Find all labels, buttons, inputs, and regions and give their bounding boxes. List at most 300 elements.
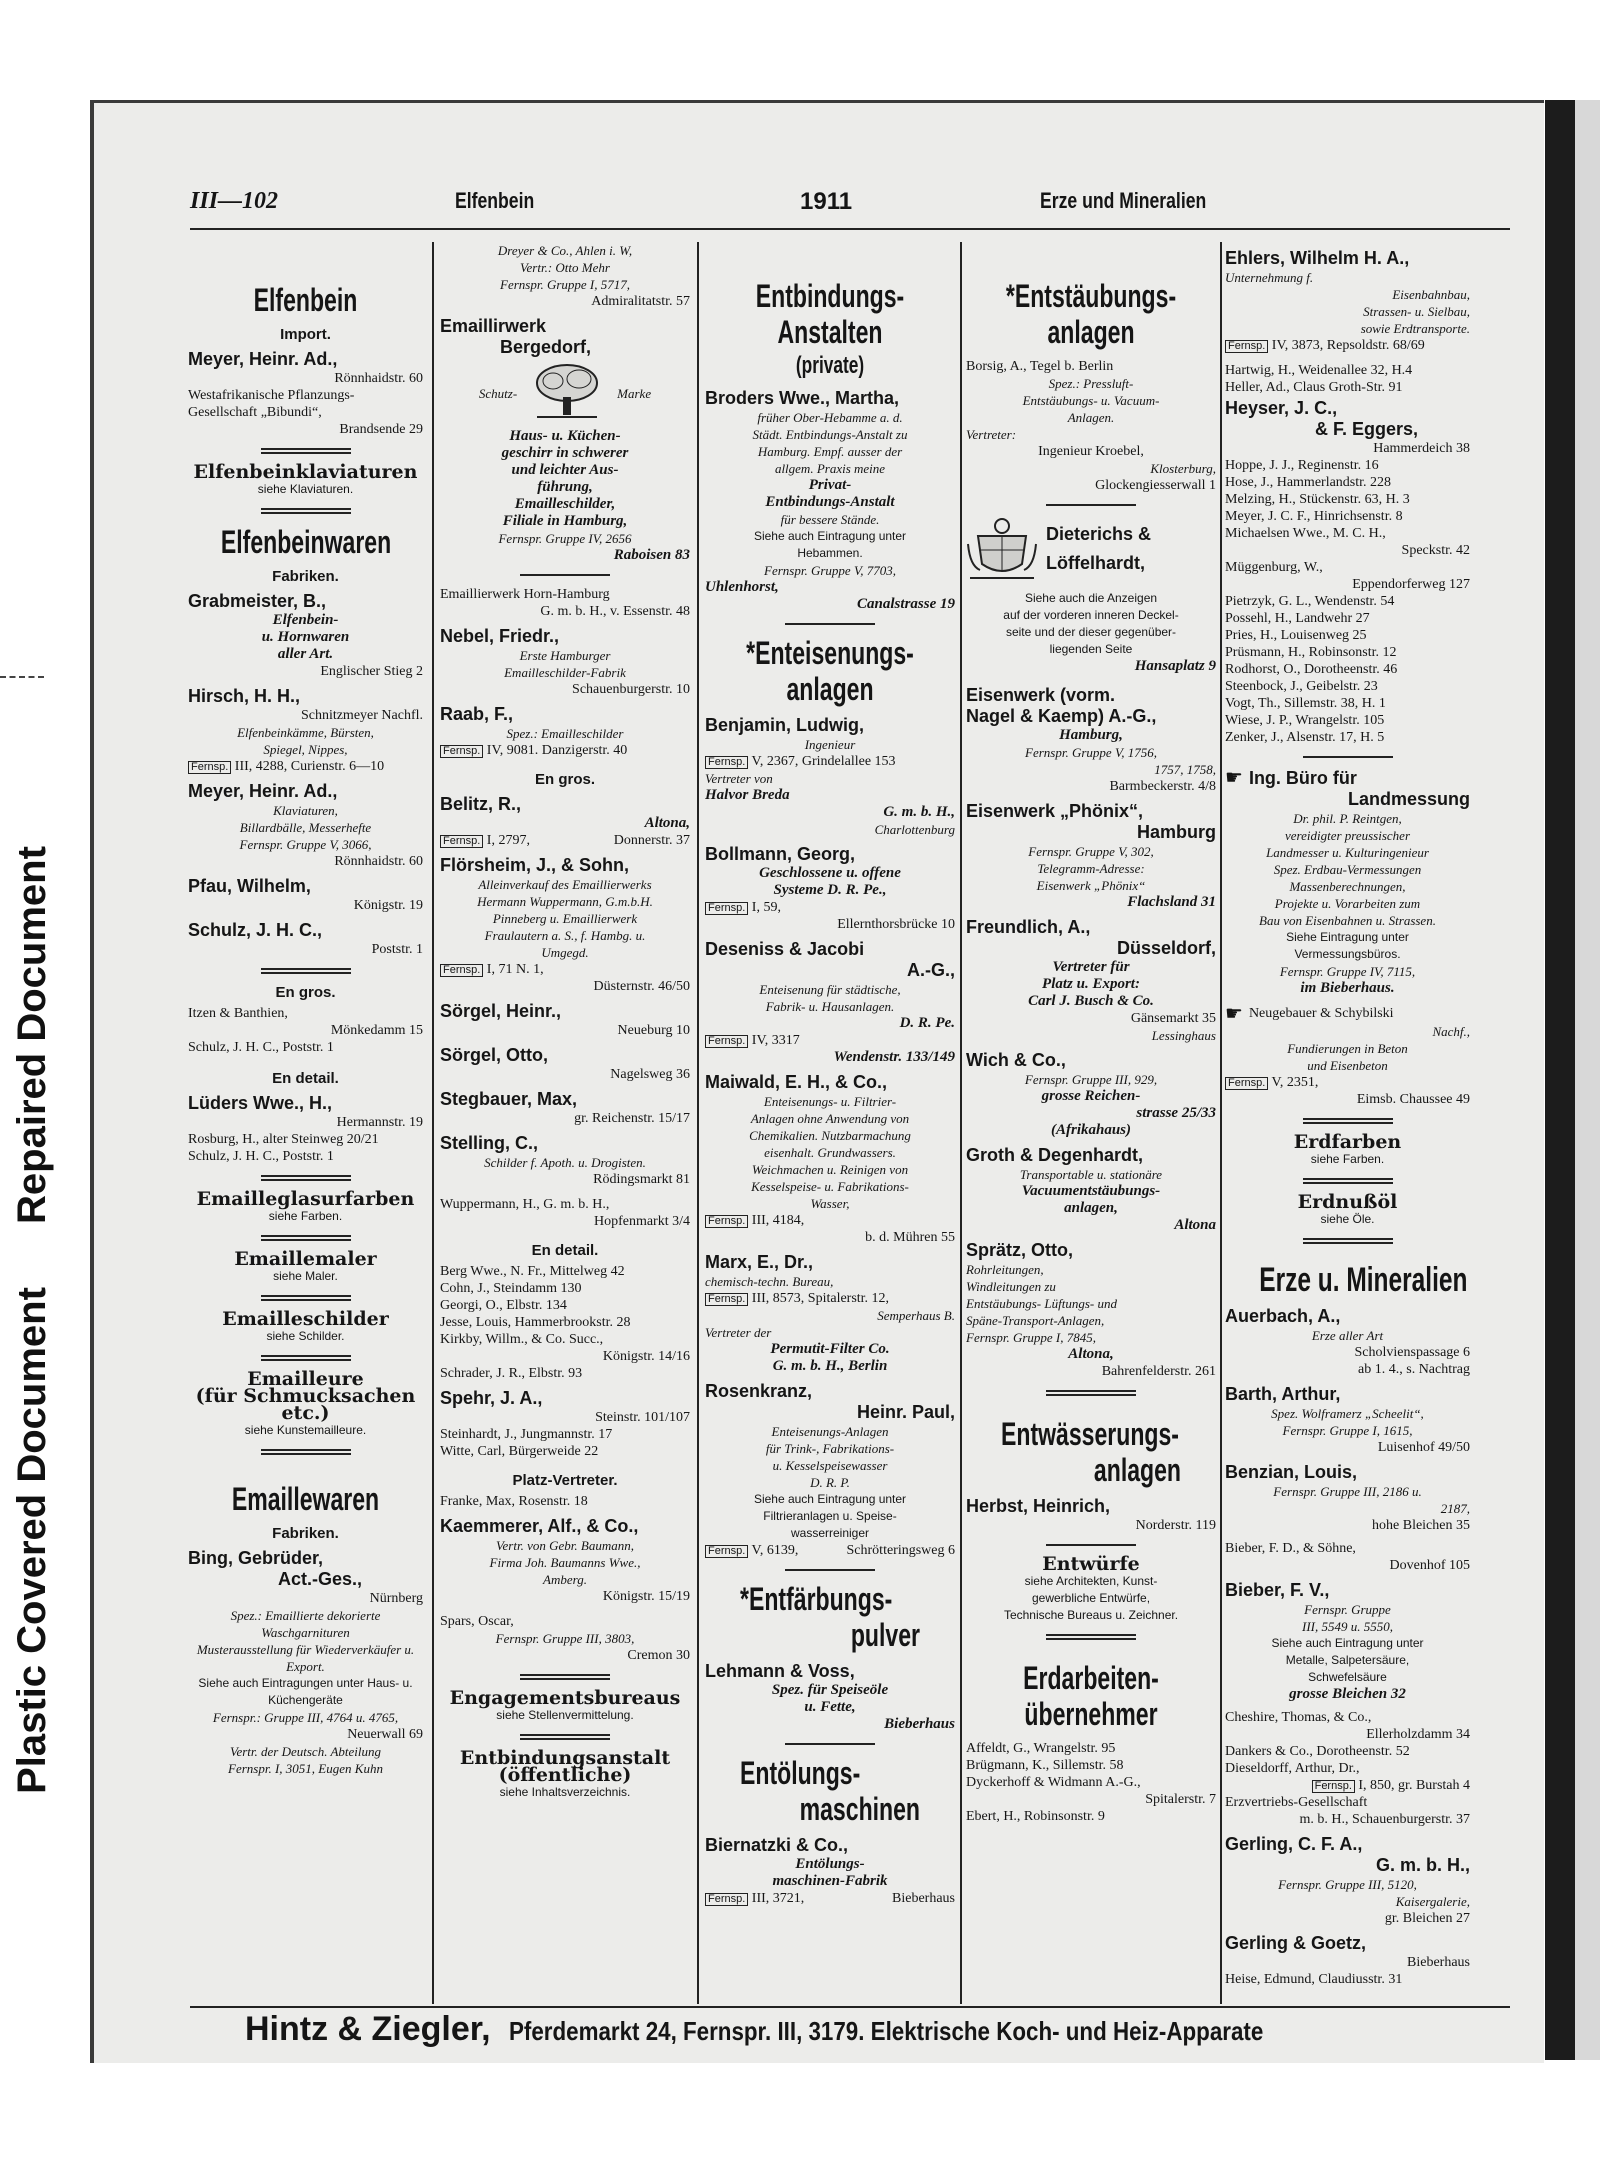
- entry-name: Gerling, C. F. A.,: [1225, 1834, 1363, 1854]
- left-running-title: Elfenbein: [455, 188, 535, 213]
- entry-name: Emaillirwerk: [440, 316, 547, 336]
- entry-address: Admiralitatstr. 57: [591, 294, 690, 309]
- entry-address: Glockengiesserwall 1: [1095, 478, 1216, 493]
- entry-name: Lehmann & Voss,: [705, 1661, 855, 1681]
- entry-line: u. Kesselspeisewasser: [772, 1458, 888, 1473]
- entry-line: Heise, Edmund, Claudiusstr. 31: [1225, 1972, 1403, 1987]
- entry-line: Städt. Entbindungs-Anstalt zu: [752, 427, 908, 442]
- pointing-hand-icon: ☛: [1225, 1003, 1243, 1025]
- entry-line: Siehe auch Eintragung unter: [753, 529, 907, 543]
- entry-line: Nachf.,: [1432, 1024, 1470, 1039]
- entry-line: früher Ober-Hebamme a. d.: [757, 410, 903, 425]
- entry-line: Wasser,: [810, 1196, 850, 1211]
- entry-line: Schnitzmeyer Nachfl.: [300, 708, 423, 723]
- cross-ref-see: siehe Architekten, Kunst-: [1024, 1574, 1158, 1588]
- entry-line: G. m. b. H.,: [883, 804, 955, 820]
- entry-name: Eisenwerk „Phönix“,: [966, 801, 1144, 821]
- entry-address: Nagelsweg 36: [610, 1067, 690, 1082]
- entry-line: Possehl, H., Landwehr 27: [1225, 611, 1370, 626]
- entry-phone: V, 2367, Grindelallee 153: [751, 754, 896, 769]
- cross-ref-see: siehe Farben.: [1310, 1152, 1385, 1166]
- entry-phone: IV, 3873, Repsoldstr. 68/69: [1271, 338, 1425, 353]
- entry-line: Haus- u. Küchen-: [509, 428, 621, 444]
- entry-line: Dyckerhoff & Widmann A.-G.,: [966, 1775, 1141, 1790]
- telephone-icon: Fernsp.: [705, 756, 748, 769]
- tree-logo-icon: [527, 361, 607, 425]
- entry-line: Charlottenburg: [874, 822, 955, 837]
- cross-ref-heading: Erdnußöl: [1297, 1191, 1398, 1213]
- entry-line: Wuppermann, H., G. m. b. H.,: [440, 1197, 610, 1212]
- entry-line: Vogt, Th., Sillemstr. 38, H. 1: [1225, 696, 1386, 711]
- right-running-title: Erze und Mineralien: [1040, 188, 1207, 213]
- cross-ref-heading: Emailleglasurfarben: [196, 1188, 415, 1210]
- entry-name: Nebel, Friedr.,: [440, 626, 560, 646]
- entry-line: Schwefelsäure: [1308, 1670, 1387, 1684]
- entry-name: Barth, Arthur,: [1225, 1384, 1341, 1404]
- entry-line: Cohn, J., Steindamm 130: [440, 1281, 582, 1296]
- entry-name: Kaemmerer, Alf., & Co.,: [440, 1516, 639, 1536]
- telephone-icon: Fernsp.: [1225, 1077, 1268, 1090]
- advert-entry: [1225, 768, 1470, 810]
- entry-line: Emailleschilder,: [514, 496, 616, 512]
- divider: [261, 1295, 351, 1301]
- entry-line: Alleinverkauf des Emaillierwerks: [478, 877, 652, 892]
- entry-line: D. R. Pe.: [899, 1015, 955, 1031]
- entry-address: Rönnhaidstr. 60: [334, 371, 423, 386]
- telephone-icon: Fernsp.: [705, 1893, 748, 1906]
- entry-line: Hebammen.: [797, 546, 863, 560]
- entry-address: Ellerholzdamm 34: [1366, 1727, 1470, 1742]
- entry-line: Rohrleitungen,: [966, 1262, 1044, 1277]
- entry-line: Strassen- u. Sielbau,: [1363, 304, 1470, 319]
- entry-line: Fernspr. Gruppe I, 1615,: [1282, 1423, 1413, 1438]
- entry-address: ab 1. 4., s. Nachtrag: [1358, 1362, 1470, 1377]
- entry-line: Siehe Eintragung unter: [1286, 930, 1409, 944]
- entry-name: Maiwald, E. H., & Co.,: [705, 1072, 888, 1092]
- entry-line: Affeldt, G., Wrangelstr. 95: [966, 1741, 1116, 1756]
- running-header: [190, 188, 1250, 228]
- entry-line: liegenden Seite: [1049, 642, 1133, 656]
- entry-phone: I, 850, gr. Burstah 4: [1358, 1778, 1470, 1793]
- entry-name: Meyer, Heinr. Ad.,: [188, 781, 338, 801]
- entry-line: Amberg.: [543, 1572, 587, 1587]
- next-page-edge: [1575, 100, 1600, 2060]
- entry-address: Eppendorferweg 127: [1352, 577, 1470, 592]
- entry-line: Westafrikanische Pflanzungs-Gesellschaft „Bibundi“,: [188, 388, 355, 420]
- entry-line: Ingenieur: [804, 737, 856, 752]
- entry-line: Altona,: [1068, 1346, 1114, 1362]
- cross-ref-see: gewerbliche Entwürfe,: [1031, 1591, 1151, 1605]
- entry-line: (Afrikahaus): [1050, 1122, 1132, 1138]
- cross-ref-see: siehe Stellenvermittelung.: [496, 1708, 634, 1722]
- entry-address: Scholvienspassage 6: [1354, 1345, 1470, 1360]
- entry-line: Flachsland 31: [1127, 894, 1216, 910]
- entry-name: Biernatzki & Co.,: [705, 1835, 849, 1855]
- entry-line: Elfenbein-: [272, 612, 339, 628]
- cross-ref-heading: Elfenbeinklaviaturen: [193, 461, 418, 483]
- subheading: En detail.: [272, 1070, 339, 1087]
- entry-line: Melzing, H., Stückenstr. 63, H. 3: [1225, 492, 1410, 507]
- entry-line: Pietrzyk, G. L., Wendenstr. 54: [1225, 594, 1395, 609]
- cross-ref-see: siehe Schilder.: [266, 1329, 345, 1343]
- telephone-icon: Fernsp.: [1225, 340, 1268, 353]
- entry-address: Norderstr. 119: [1135, 1518, 1216, 1533]
- entry-line: seite und der dieser gegenüber-: [1005, 625, 1177, 639]
- telephone-icon: Fernsp.: [440, 745, 483, 758]
- divider: [1303, 1118, 1393, 1124]
- entry-line: Bieberhaus: [884, 1716, 955, 1732]
- footer-advert: [245, 2010, 1455, 2054]
- entry-address: Königstr. 14/16: [602, 1349, 690, 1364]
- entry-name: Ehlers, Wilhelm H. A.,: [1225, 248, 1410, 268]
- entry-line: Hartwig, H., Weidenallee 32, H.4: [1225, 363, 1413, 378]
- cross-ref-see: siehe Öle.: [1320, 1212, 1375, 1226]
- entry-line: Telegramm-Adresse:: [1037, 861, 1145, 876]
- subheading: En gros.: [534, 771, 595, 788]
- divider: [1046, 504, 1136, 506]
- entry-line: für Trink-, Fabrikations-: [765, 1441, 895, 1456]
- entry-name: Dieterichs &: [1046, 524, 1152, 544]
- entry-address: Donnerstr. 37: [613, 833, 690, 848]
- entry-line: im Bieberhaus.: [1300, 980, 1395, 996]
- entry-address: Cremon 30: [627, 1648, 690, 1663]
- entry-name: Düsseldorf,: [1116, 938, 1216, 958]
- entry-line: Fernspr. Gruppe III, 3803,: [495, 1631, 635, 1646]
- entry-line: Borsig, A., Tegel b. Berlin: [966, 359, 1114, 374]
- entry-name: Grabmeister, B.,: [188, 591, 327, 611]
- entry-address: Königstr. 15/19: [602, 1589, 690, 1604]
- section-heading: anlagen: [1047, 314, 1135, 350]
- entry-line: Vertr.: Otto Mehr: [520, 260, 610, 275]
- telephone-icon: Fernsp.: [705, 902, 748, 915]
- entry-name: Gerling & Goetz,: [1225, 1933, 1367, 1953]
- section-heading: Anstalten: [777, 314, 883, 350]
- entry-line: Lessinghaus: [1151, 1028, 1216, 1043]
- entry-name: Freundlich, A.,: [966, 917, 1091, 937]
- entry-address: gr. Bleichen 27: [1384, 1911, 1470, 1926]
- entry-phone: I, 71 N. 1,: [486, 962, 544, 977]
- cross-ref-heading: Emailleure: [247, 1368, 364, 1390]
- divider: [261, 968, 351, 974]
- entry-line: Schulz, J. H. C., Poststr. 1: [188, 1149, 334, 1164]
- entry-line: Erste Hamburger: [519, 648, 611, 663]
- entry-line: Wendenstr. 133/149: [833, 1049, 955, 1065]
- entry-name: Nagel & Kaemp) A.-G.,: [966, 706, 1157, 726]
- entry-name: Deseniss & Jacobi: [705, 939, 865, 959]
- entry-address: b. d. Mühren 55: [865, 1230, 955, 1245]
- divider: [1303, 756, 1393, 758]
- entry-line: Umgegd.: [541, 945, 589, 960]
- entry-address: m. b. H., Schauenburgerstr. 37: [1299, 1812, 1470, 1827]
- entry-line: Unternehmung f.: [1225, 270, 1314, 285]
- entry-line: Enteisenungs- u. Filtrier-: [763, 1094, 897, 1109]
- cross-ref-heading: Emailleschilder: [222, 1308, 389, 1330]
- entry-name: Sprätz, Otto,: [966, 1240, 1073, 1260]
- entry-line: für bessere Stände.: [780, 512, 880, 527]
- entry-line: Uhlenhorst,: [705, 579, 779, 595]
- divider: [261, 448, 351, 454]
- entry-line: wasserreiniger: [790, 1526, 870, 1540]
- subheading: En detail.: [531, 1242, 599, 1259]
- entry-line: Canalstrasse 19: [857, 596, 955, 612]
- entry-name: Bergedorf,: [500, 337, 592, 357]
- entry-name: Stegbauer, Max,: [440, 1089, 578, 1109]
- footer-rule: [190, 2006, 1510, 2008]
- section-heading: Emaillewaren: [231, 1481, 380, 1517]
- entry-line: auf der vorderen inneren Deckel-: [1003, 608, 1179, 622]
- entry-address: Luisenhof 49/50: [1377, 1440, 1470, 1455]
- trademark-label-right: Marke: [617, 385, 652, 401]
- entry-address: Düsternstr. 46/50: [593, 979, 690, 994]
- subheading: Platz-Vertreter.: [512, 1472, 618, 1489]
- entry-line: maschinen-Fabrik: [772, 1873, 888, 1889]
- entry-line: Steinhardt, J., Jungmannstr. 17: [440, 1427, 613, 1442]
- entry-line: Schrader, J. R., Elbstr. 93: [440, 1366, 583, 1381]
- telephone-icon: Fernsp.: [705, 1215, 748, 1228]
- entry-address: Schrötteringsweg 6: [846, 1543, 955, 1558]
- entry-address: Poststr. 1: [371, 942, 423, 957]
- divider: [261, 508, 351, 514]
- entry-line: Bieber, F. D., & Söhne,: [1225, 1541, 1356, 1556]
- entry-line: Entbindungs-Anstalt: [765, 494, 895, 510]
- entry-name: Schulz, J. H. C.,: [188, 920, 323, 940]
- entry-line: Berg Wwe., N. Fr., Mittelweg 42: [440, 1264, 625, 1279]
- entry-name: Spehr, J. A.,: [440, 1388, 543, 1408]
- entry-line: Vacuumentstäubungs-: [1021, 1183, 1161, 1199]
- entry-name: & F. Eggers,: [1315, 419, 1419, 439]
- entry-phone: IV, 3317: [751, 1033, 800, 1048]
- entry-name: Hirsch, H. H.,: [188, 686, 301, 706]
- section-heading: Entwässerungs-: [1001, 1416, 1179, 1452]
- entry-phone: III, 4288, Curienstr. 6—10: [234, 759, 385, 774]
- entry-line: Michaelsen Wwe., M. C. H.,: [1225, 526, 1386, 541]
- entry-line: eisenhalt. Grundwassers.: [764, 1145, 896, 1160]
- stamp-left: Plastic Covered Document: [10, 1287, 54, 1794]
- advert-entry: [1225, 1005, 1470, 1023]
- entry-phone: III, 3721,: [751, 1891, 805, 1906]
- section-heading: übernehmer: [1024, 1696, 1158, 1732]
- entry-line: u. Hornwaren: [261, 629, 350, 645]
- year: 1911: [800, 188, 853, 215]
- column-3: [705, 242, 955, 2002]
- divider: [520, 1734, 610, 1740]
- entry-line: Rodhorst, O., Dorotheenstr. 46: [1225, 662, 1398, 677]
- coat-of-arms-icon: [966, 516, 1038, 582]
- entry-name: Benjamin, Ludwig,: [705, 715, 865, 735]
- entry-address: gr. Reichenstr. 15/17: [574, 1111, 690, 1126]
- entry-line: Metalle, Salpetersäure,: [1285, 1653, 1410, 1667]
- section-heading: anlagen: [1093, 1452, 1181, 1488]
- section-heading: *Enteisenungs-: [746, 635, 914, 671]
- header-rule: [190, 228, 1510, 230]
- entry-line: Windleitungen zu: [966, 1279, 1056, 1294]
- entry-line: Fernspr. Gruppe III, 2186 u.: [1273, 1484, 1422, 1499]
- entry-line: u. Fette,: [804, 1699, 856, 1715]
- entry-line: Hamburg,: [1059, 727, 1123, 743]
- entry-line: Brügmann, K., Sillemstr. 58: [966, 1758, 1124, 1773]
- telephone-icon: Fernsp.: [440, 964, 483, 977]
- entry-line: III, 5549 u. 5550,: [1302, 1619, 1393, 1634]
- entry-line: Bau von Eisenbahnen u. Strassen.: [1259, 913, 1436, 928]
- telephone-icon: Fernsp.: [705, 1035, 748, 1048]
- entry-line: Spez.: Pressluft-: [1048, 376, 1134, 391]
- telephone-icon: Fernsp.: [705, 1545, 748, 1558]
- entry-name: Bieber, F. V.,: [1225, 1580, 1330, 1600]
- section-heading: anlagen: [786, 671, 874, 707]
- entry-line: Kesselspeise- u. Fabrikations-: [751, 1179, 909, 1194]
- divider: [261, 1449, 351, 1455]
- entry-phone: III, 4184,: [751, 1213, 805, 1228]
- entry-address: Eimsb. Chaussee 49: [1356, 1092, 1470, 1107]
- entry-line: Eisenbahnbau,: [1392, 287, 1470, 302]
- entry-line: Spez. Wolframerz „Scheelit“,: [1271, 1406, 1424, 1421]
- entry-line: Spez.: Emaillierte dekorierte Waschgarnituren: [230, 1608, 381, 1640]
- entry-line: Fernspr. Gruppe IV, 7115,: [1279, 964, 1416, 979]
- page-edge-shadow: [1545, 100, 1575, 2060]
- divider: [261, 1175, 351, 1181]
- entry-line: Erzvertriebs-Gesellschaft: [1225, 1795, 1368, 1810]
- entry-line: Spez. Erdbau-Vermessungen: [1273, 862, 1422, 877]
- entry-line: Anlagen ohne Anwendung von: [750, 1111, 910, 1126]
- entry-phone: V, 6139,: [751, 1543, 799, 1558]
- entry-line: Ingenieur Kroebel,: [1038, 444, 1144, 459]
- trademark-label-left: Schutz-: [478, 385, 518, 401]
- entry-name: Lüders Wwe., H.,: [188, 1093, 333, 1113]
- entry-line: Projekte u. Vorarbeiten zum: [1274, 896, 1421, 911]
- section-heading: Entölungs-: [740, 1755, 861, 1791]
- entry-name: Groth & Degenhardt,: [966, 1145, 1144, 1165]
- entry-line: Prüsmann, H., Robinsonstr. 12: [1225, 645, 1397, 660]
- entry-name: Wich & Co.,: [966, 1050, 1066, 1070]
- entry-line: 2187,: [1440, 1501, 1470, 1516]
- entry-line: und Eisenbeton: [1307, 1058, 1388, 1073]
- cross-ref-heading: Erdfarben: [1293, 1131, 1402, 1153]
- telephone-icon: Fernsp.: [705, 1293, 748, 1306]
- column-5: [1225, 242, 1470, 2002]
- entry-line: Filtrieranlagen u. Speise-: [763, 1509, 897, 1523]
- advertiser-details: Pferdemarkt 24, Fernspr. III, 3179. Elektrische Koch- und Heiz-Apparate: [509, 2016, 1264, 2046]
- entry-name: Belitz, R.,: [440, 794, 522, 814]
- cross-ref-see: Technische Bureaus u. Zeichner.: [1003, 1608, 1179, 1622]
- entry-line: Billardbälle, Messerhefte: [239, 820, 372, 835]
- entry-line: Georgi, O., Elbstr. 134: [440, 1298, 567, 1313]
- entry-phone: IV, 9081. Danzigerstr. 40: [486, 743, 628, 758]
- cross-ref-heading: Entbindungsanstalt: [459, 1747, 671, 1769]
- entry-line: Fernspr. Gruppe V, 302,: [1028, 844, 1154, 859]
- divider: [520, 574, 610, 576]
- entry-line: Firma Joh. Baumanns Wwe.,: [489, 1555, 641, 1570]
- entry-line: Entölungs-: [795, 1856, 865, 1872]
- divider: [261, 1355, 351, 1361]
- entry-name: Benzian, Louis,: [1225, 1462, 1358, 1482]
- entry-line: 1757, 1758,: [1154, 762, 1216, 777]
- entry-line: Kaisergalerie,: [1395, 1894, 1470, 1909]
- entry-name: Pfau, Wilhelm,: [188, 876, 311, 896]
- entry-line: Zenker, J., Alsenstr. 17, H. 5: [1225, 730, 1385, 745]
- entry-line: Eisenwerk „Phönix“: [1036, 878, 1146, 893]
- entry-line: Vertreter für: [1052, 959, 1130, 975]
- entry-line: Fernspr. Gruppe I, 7845,: [966, 1330, 1096, 1345]
- divider: [261, 1235, 351, 1241]
- cross-ref-see: siehe Farben.: [268, 1209, 343, 1223]
- entry-address: Neueburg 10: [617, 1023, 690, 1038]
- entry-line: Halvor Breda: [705, 787, 790, 803]
- entry-line: vereidigter preussischer: [1284, 828, 1411, 843]
- subheading: Fabriken.: [272, 568, 339, 585]
- entry-address: Hopfenmarkt 3/4: [593, 1214, 690, 1229]
- divider: [1046, 1544, 1136, 1546]
- entry-line: Semperhaus B.: [877, 1308, 955, 1323]
- entry-address: G. m. b. H., v. Essenstr. 48: [540, 604, 690, 619]
- cross-ref-heading: (für Schmucksachen etc.): [195, 1385, 416, 1424]
- entry-name: Herbst, Heinrich,: [966, 1496, 1111, 1516]
- entry-line: Dankers & Co., Dorotheenstr. 52: [1225, 1744, 1410, 1759]
- entry-line: Systeme D. R. Pe.,: [773, 882, 887, 898]
- entry-line: Fraulautern a. S., f. Hambg. u.: [484, 928, 646, 943]
- entry-line: Itzen & Banthien,: [188, 1006, 288, 1021]
- entry-line: Fabrik- u. Hausanlagen.: [765, 999, 895, 1014]
- entry-line: Dreyer & Co., Ahlen i. W,: [497, 243, 633, 258]
- subheading: Import.: [280, 326, 331, 343]
- entry-line: Meyer, J. C. F., Hinrichsenstr. 8: [1225, 509, 1403, 524]
- entry-line: Neugebauer & Schybilski: [1248, 1006, 1394, 1021]
- entry-address: Speckstr. 42: [1401, 543, 1470, 558]
- entry-line: Fernspr. Gruppe: [1304, 1602, 1391, 1617]
- entry-line: Wiese, J. P., Wrangelstr. 105: [1225, 713, 1385, 728]
- entry-line: Vertreter der: [705, 1325, 772, 1340]
- entry-line: D. R. P.: [810, 1475, 850, 1490]
- divider: [1303, 1178, 1393, 1184]
- telephone-icon: Fernsp.: [1312, 1780, 1355, 1793]
- entry-line: Filiale in Hamburg,: [502, 513, 628, 529]
- pointing-hand-icon: ☛: [1225, 767, 1243, 789]
- column-rule: [697, 242, 699, 2004]
- entry-line: chemisch-techn. Bureau,: [705, 1274, 834, 1289]
- entry-address: Königstr. 19: [353, 898, 423, 913]
- entry-phone: I, 59,: [751, 900, 781, 915]
- page-number: III—102: [190, 188, 279, 214]
- entry-line: grosse Bleichen 32: [1289, 1686, 1406, 1702]
- entry-line: Franke, Max, Rosenstr. 18: [440, 1494, 588, 1509]
- entry-name: Bollmann, Georg,: [705, 844, 856, 864]
- entry-line: Fernspr. Gruppe IV, 2656: [498, 531, 632, 546]
- entry-line: Späne-Transport-Anlagen,: [966, 1313, 1105, 1328]
- entry-line: Spiegel, Nippes,: [263, 742, 348, 757]
- entry-name: Heyser, J. C.,: [1225, 398, 1338, 418]
- subheading: En gros.: [275, 984, 336, 1001]
- entry-line: Massenberechnungen,: [1289, 879, 1406, 894]
- entry-address: Mönkedamm 15: [330, 1023, 423, 1038]
- column-1: [188, 242, 423, 2002]
- entry-line: Pinneberg u. Emaillierwerk: [492, 911, 638, 926]
- section-heading: Elfenbeinwaren: [220, 524, 392, 560]
- entry-line: Klosterburg,: [1150, 461, 1216, 476]
- entry-line: sowie Erdtransporte.: [1360, 321, 1470, 336]
- entry-line: Fundierungen in Beton: [1287, 1041, 1408, 1056]
- entry-line: Fernspr. Gruppe III, 5120,: [1278, 1877, 1417, 1892]
- entry-line: G. m. b. H., Berlin: [772, 1358, 888, 1374]
- entry-address: Neuerwall 69: [347, 1727, 423, 1742]
- entry-line: Heller, Ad., Claus Groth-Str. 91: [1225, 380, 1403, 395]
- entry-line: führung,: [537, 479, 593, 495]
- entry-name: Act.-Ges.,: [278, 1569, 363, 1589]
- entry-address: Bieberhaus: [892, 1891, 955, 1906]
- entry-line: Altona,: [644, 815, 690, 831]
- column-4: [966, 242, 1216, 2002]
- entry-line: Entstäubungs- Lüftungs- und: [966, 1296, 1117, 1311]
- entry-address: Englischer Stieg 2: [320, 664, 423, 679]
- entry-address: Brandsende 29: [339, 422, 423, 437]
